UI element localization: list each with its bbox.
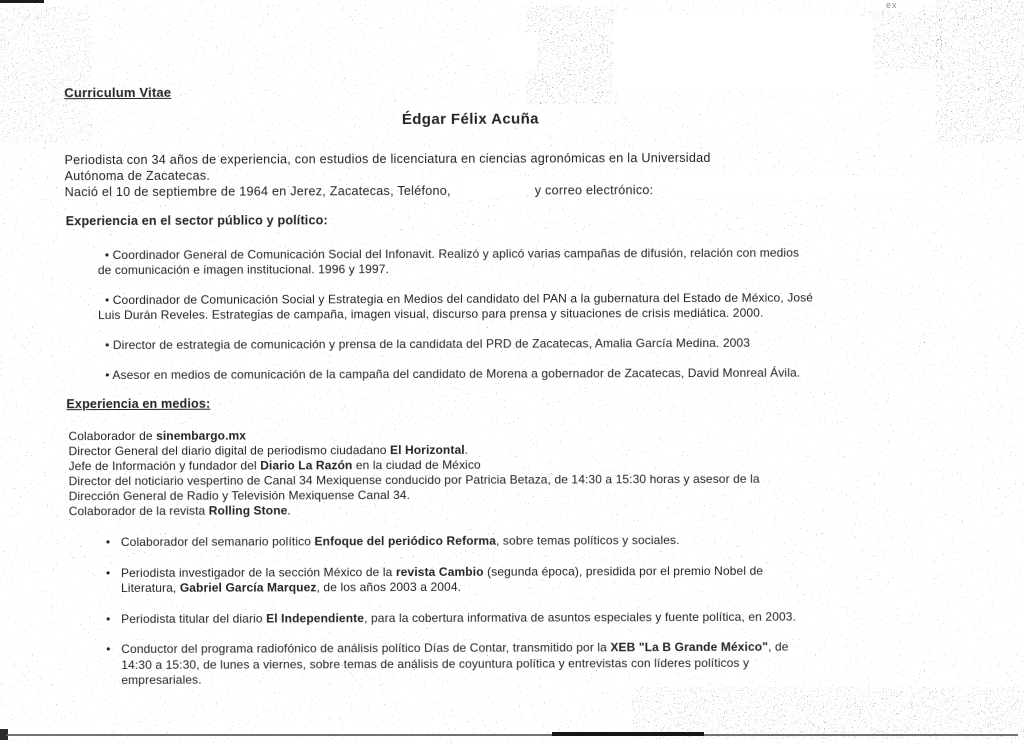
text-run: Luis Durán Reveles. Estrategias de campaña, imagen visual, discurso para prensa y situaciones de crisis mediática. 2000. xyxy=(98,305,764,323)
bullet-item xyxy=(106,640,796,689)
text-run: sinembargo.mx xyxy=(156,428,247,443)
text-run: Colaborador de xyxy=(68,428,157,444)
bullet-item xyxy=(106,563,796,596)
text-run: Director del noticiario vespertino de Canal 34 Mexiquense conducido por Patricia Betaza, de 14:30 a 15:30 horas y asesor de la xyxy=(68,471,760,489)
text-run: (segunda época), presidida por el premio Nobel de xyxy=(483,563,764,579)
bullet-marker-icon: • xyxy=(105,535,111,550)
text-run: , sobre temas políticos y sociales. xyxy=(495,533,680,548)
text-run: Periodista investigador de la sección México de la xyxy=(120,564,396,580)
corner-mark-text: ex xyxy=(886,0,898,10)
text-run: Colaborador de la revista xyxy=(68,503,209,519)
text-run: Rolling Stone xyxy=(208,503,288,518)
text-run: . xyxy=(287,503,291,518)
person-name: Édgar Félix Acuña xyxy=(401,110,539,129)
bullet-marker-icon: • xyxy=(105,565,111,580)
document-title: Curriculum Vitae xyxy=(64,84,172,101)
text-run: • Asesor en medios de comunicación de la campaña del candidato de Morena a gobernador de Zacatecas, David Monreal Ávila. xyxy=(105,365,801,383)
text-run: empresariales. xyxy=(121,672,202,688)
bullet-marker-icon: • xyxy=(106,611,111,626)
text-run: Conductor del programa radiofónico de análisis político Días de Contar, transmitido por la xyxy=(121,640,611,657)
text-run: , para la cobertura informativa de asuntos especiales y fuente política, en 2003. xyxy=(364,609,797,625)
bullet-lines xyxy=(121,533,680,550)
text-run: Gabriel García Marquez xyxy=(179,580,317,595)
text-run: Colaborador del semanario político xyxy=(120,534,315,550)
bullet-item xyxy=(98,246,813,278)
text-run: de comunicación e imagen institucional. 1996 y 1997. xyxy=(97,262,390,278)
media-roles-paragraph xyxy=(68,427,759,519)
bullet-lines xyxy=(98,366,800,383)
text-run: Autónoma de Zacatecas. xyxy=(64,168,211,184)
section-heading-media: Experiencia en medios: xyxy=(66,396,211,412)
text-line xyxy=(69,502,760,519)
text-run: Nació el 10 de septiembre de 1964 en Jerez, Zacatecas, Teléfono, xyxy=(64,183,451,200)
text-run: XEB "La B Grande México" xyxy=(610,639,769,655)
text-run: Periodista titular del diario xyxy=(121,611,267,626)
text-line xyxy=(121,563,763,581)
text-run: revista Cambio xyxy=(395,564,484,579)
text-line xyxy=(65,181,894,200)
text-run: • Director de estrategia de comunicación y prensa de la candidata del PRD de Zacatecas, Amalia García Medina. 2003 xyxy=(105,335,751,353)
text-line xyxy=(121,533,680,550)
text-run: 14:30 a 15:30, de lunes a viernes, sobre temas de análisis de coyuntura política y entrevistas con líderes políticos y xyxy=(121,655,750,672)
text-run: Literatura, xyxy=(120,580,180,596)
text-run: , de los años 2003 a 2004. xyxy=(316,579,462,595)
bullet-lines xyxy=(121,563,763,596)
text-line xyxy=(121,671,788,689)
text-run: Dirección General de Radio y Televisión Mexiquense Canal 34. xyxy=(68,487,411,504)
bullet-lines xyxy=(98,246,799,278)
text-line xyxy=(121,609,796,627)
bullet-marker-icon: • xyxy=(106,642,111,657)
text-run: en la ciudad de México xyxy=(352,457,481,473)
text-run: , de xyxy=(768,639,789,654)
text-run: Jefe de Información y fundador del xyxy=(68,458,261,474)
bullet-item xyxy=(106,609,796,627)
bullet-lines xyxy=(121,609,796,627)
text-run: Diario La Razón xyxy=(260,458,353,473)
bullet-item xyxy=(98,291,813,323)
bullet-lines xyxy=(98,291,813,323)
text-run: El Independiente xyxy=(266,610,365,626)
bullet-lines xyxy=(121,640,788,689)
scan-bottom-line-dark-segment xyxy=(552,732,704,736)
intro-paragraph xyxy=(64,149,893,200)
text-line xyxy=(121,579,763,597)
redacted-gap xyxy=(653,193,893,194)
public-experience-list xyxy=(98,246,814,398)
text-line xyxy=(98,366,800,383)
bullet-item xyxy=(98,336,813,353)
text-run: . xyxy=(464,442,469,457)
text-run: • Coordinador General de Comunicación Social del Infonavit. Realizó y aplicó varias campañas de difusión, relación con medios xyxy=(104,245,800,263)
scan-artifact-top-left-line xyxy=(0,0,44,3)
text-line xyxy=(121,655,788,673)
text-run: Director General del diario digital de periodismo ciudadano xyxy=(68,443,391,459)
text-run: El Horizontal xyxy=(390,442,465,458)
bullet-item xyxy=(106,533,796,551)
scan-bottom-line xyxy=(6,734,1018,736)
text-run: Periodista con 34 años de experiencia, con estudios de licenciatura en ciencias agronómicas en la Universidad xyxy=(64,150,711,168)
text-run: y correo electrónico: xyxy=(534,183,654,198)
text-line xyxy=(98,261,799,278)
text-run: Enfoque del periódico Reforma xyxy=(314,533,497,549)
bullet-item xyxy=(98,366,813,383)
text-line xyxy=(98,246,799,263)
text-run: • Coordinador de Comunicación Social y Estrategia en Medios del candidato del PAN a la gubernatura del Estado de México, José xyxy=(104,290,814,308)
section-heading-public: Experiencia en el sector público y político: xyxy=(65,213,328,229)
media-experience-list xyxy=(106,533,797,704)
text-line xyxy=(98,336,750,353)
text-line xyxy=(98,306,813,323)
text-line xyxy=(69,472,760,489)
bullet-lines xyxy=(98,336,750,353)
